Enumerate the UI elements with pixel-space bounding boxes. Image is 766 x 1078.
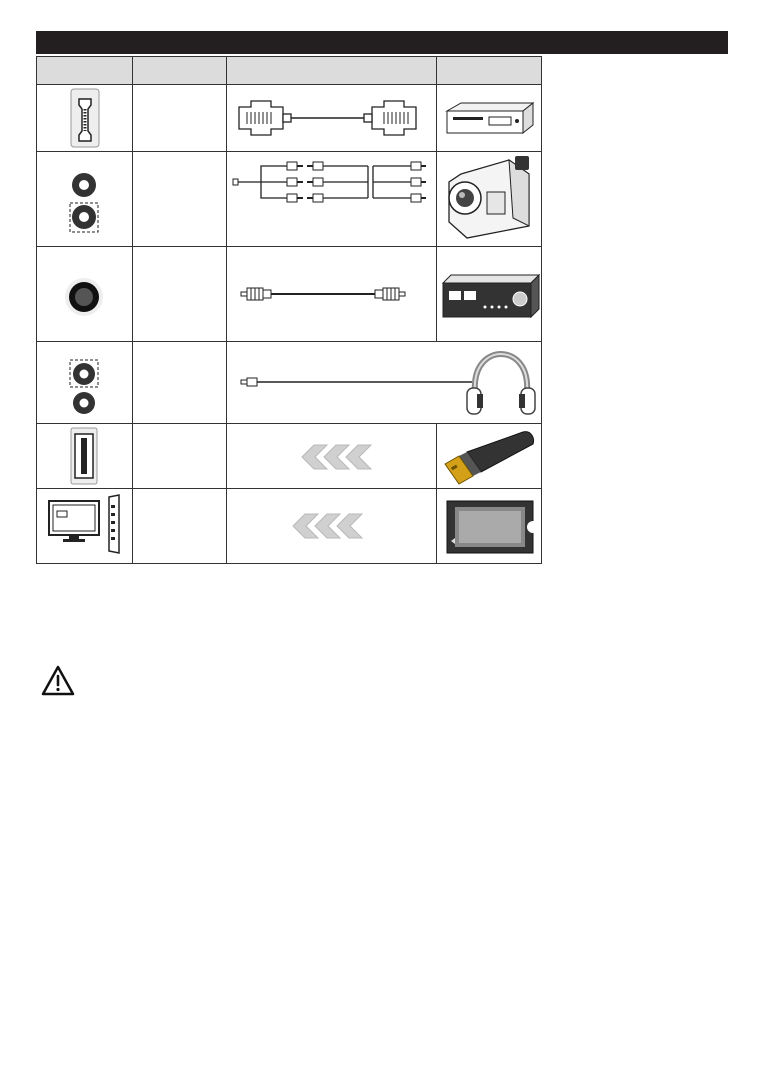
- camcorder-icon: [437, 152, 542, 246]
- headphone-cable-icon: [227, 342, 541, 423]
- headphone-jack-icon: [37, 342, 133, 423]
- header-device: [436, 57, 541, 85]
- insert-arrows-icon: [227, 489, 436, 563]
- connection-table: [36, 56, 542, 564]
- hdmi-cable-icon: [227, 85, 436, 151]
- headphones-icon: [467, 354, 535, 414]
- table-row: [37, 424, 542, 489]
- header-cables: [227, 57, 436, 85]
- table-row: [37, 342, 542, 424]
- usb-stick-icon: [437, 424, 542, 488]
- type-label: [133, 489, 227, 564]
- type-label: [133, 85, 227, 152]
- table-row: [37, 247, 542, 342]
- table-header-row: [37, 57, 542, 85]
- header-connector: [37, 57, 133, 85]
- insert-arrows-icon: [227, 424, 436, 488]
- section-header-bar: [36, 31, 728, 54]
- table-row: [37, 489, 542, 564]
- type-label: [133, 424, 227, 489]
- av-rca-cable-icon: [227, 152, 436, 246]
- coaxial-cable-icon: [227, 247, 436, 341]
- av-jack-icon: [37, 152, 133, 246]
- hdmi-port-icon: [37, 85, 133, 151]
- usb-port-icon: [37, 424, 133, 488]
- type-label: [133, 247, 227, 342]
- dvd-player-icon: [437, 85, 542, 151]
- cam-module-icon: [437, 489, 542, 563]
- table-row: [37, 152, 542, 247]
- type-label: [133, 152, 227, 247]
- spdif-port-icon: [37, 247, 133, 341]
- ci-slot-icon: [37, 489, 133, 563]
- warning-triangle-icon: [40, 664, 76, 698]
- header-type: [133, 57, 227, 85]
- audio-amplifier-icon: [437, 247, 542, 341]
- type-label: [133, 342, 227, 424]
- table-row: [37, 85, 542, 152]
